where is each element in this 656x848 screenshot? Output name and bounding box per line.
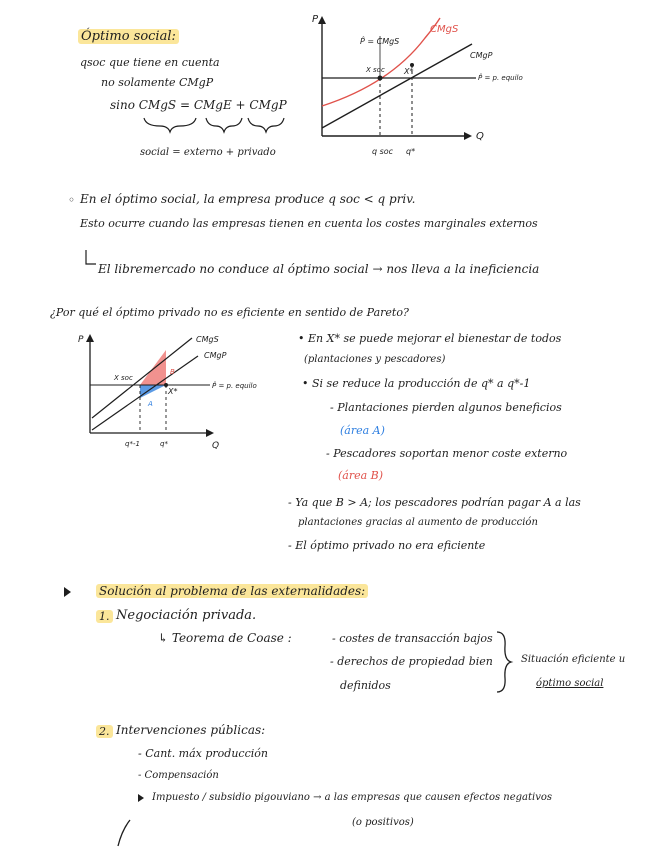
- policy-2: - Compensación: [138, 770, 219, 781]
- section3-c1: - Ya que B > A; los pescadores podrían pagar A a las: [288, 496, 581, 509]
- section3-c1-cont: plantaciones gracias al aumento de producción: [298, 517, 538, 528]
- cmgs-curve: [322, 18, 440, 106]
- cmgp-curve: [322, 44, 472, 128]
- area-a-label: A: [148, 400, 153, 408]
- section4-item2: Intervenciones públicas:: [116, 723, 266, 737]
- graph-social-optimum: [300, 8, 523, 168]
- price-label: P̂ = p. equilo: [478, 74, 523, 82]
- q-axis-arrow: [464, 132, 472, 140]
- section3-d1-area: (área A): [340, 424, 385, 437]
- cmgp-label: CMgP: [470, 51, 493, 60]
- cut-off-stroke: [116, 818, 136, 848]
- graph-pareto: [70, 328, 290, 453]
- p-axis-arrow: [318, 16, 326, 24]
- cmgp-label: CMgP: [204, 351, 227, 360]
- section4-item1: Negociación privada.: [116, 608, 257, 623]
- xsoc-label: X soc: [114, 374, 133, 382]
- area-b-fill: [140, 350, 166, 385]
- xsoc-label: X soc: [366, 66, 385, 74]
- qsoc-tick: q soc: [372, 147, 394, 156]
- cmgp-curve: [92, 356, 198, 430]
- coase-result: Situación eficiente u: [521, 654, 626, 665]
- section3-d2: - Pescadores soportan menor coste externo: [326, 447, 568, 460]
- xsoc-point: [378, 76, 383, 81]
- p-axis-arrow: [86, 334, 94, 342]
- section1-title: Óptimo social:: [78, 30, 179, 43]
- section2-bullet1-cont: Esto ocurre cuando las empresas tienen en cuenta los costes marginales externos: [80, 217, 538, 230]
- down-right-arrow-icon: [84, 250, 98, 268]
- axis-q-label: Q: [212, 441, 220, 451]
- price-label: P̂ = p. equilo: [212, 382, 257, 390]
- braces-under-formula: [140, 116, 290, 138]
- q1-tick: q*-1: [125, 440, 140, 448]
- section2-bullet1: En el óptimo social, la empresa produce q soc < q priv.: [80, 192, 416, 206]
- section4-arrow-bullet-icon: [64, 587, 71, 597]
- axis-q-label: Q: [476, 131, 484, 142]
- cmgs-curve: [92, 338, 192, 418]
- section3-d2-area: (área B): [338, 469, 384, 482]
- coase-result-2: óptimo social: [536, 678, 604, 689]
- coase-theorem: ↳ Teorema de Coase :: [158, 631, 292, 645]
- section3-question: ¿Por qué el óptimo privado no es eficiente en sentido de Pareto?: [50, 306, 409, 319]
- coase-condition-b: - derechos de propiedad bien: [330, 655, 493, 668]
- axis-p-label: P: [312, 14, 319, 25]
- right-brace: [494, 630, 514, 694]
- xstar-label: X*: [404, 67, 414, 76]
- section2-arrow-line: El libremercado no conduce al óptimo social → nos lleva a la ineficiencia: [98, 262, 540, 276]
- section3-b1-cont: (plantaciones y pescadores): [304, 354, 446, 365]
- section1-line2: no solamente CMgP: [101, 76, 214, 89]
- section3-d1: - Plantaciones pierden algunos beneficios: [330, 401, 562, 414]
- coase-condition-a: - costes de transacción bajos: [332, 632, 493, 645]
- cmgs-label: CMgS: [196, 335, 219, 344]
- section3-b2: • Si se reduce la producción de q* a q*-1: [302, 377, 531, 390]
- area-b-label: B: [170, 368, 175, 376]
- qstar-tick: q*: [406, 147, 416, 156]
- bullet-circle: ◦: [68, 193, 76, 207]
- qstar-tick: q*: [160, 440, 168, 448]
- axis-p-label: P: [78, 335, 84, 345]
- coase-condition-b2: definidos: [340, 679, 391, 692]
- section1-line3: sino CMgS = CMgE + CMgP: [110, 98, 287, 112]
- section4-num1: 1.: [96, 611, 113, 622]
- section1-line1: qsoc que tiene en cuenta: [80, 56, 220, 69]
- q-axis-arrow: [206, 429, 214, 437]
- policy-3-arrow-icon: [138, 794, 144, 802]
- section4-num2: 2.: [96, 726, 113, 737]
- p-cmgs-label: P̂ = CMgS: [360, 37, 400, 46]
- cmgs-label: CMgS: [430, 24, 459, 35]
- policy-3: Impuesto / subsidio pigouviano → a las empresas que causen efectos negativos: [152, 792, 553, 803]
- policy-3-cont: (o positivos): [352, 817, 414, 828]
- xstar-label: X*: [168, 387, 178, 396]
- section3-c2: - El óptimo privado no era eficiente: [288, 539, 486, 552]
- section1-line4: social = externo + privado: [140, 147, 276, 158]
- section3-b1: • En X* se puede mejorar el bienestar de todos: [298, 332, 562, 345]
- section4-title: Solución al problema de las externalidades:: [96, 585, 368, 597]
- policy-1: - Cant. máx producción: [138, 747, 268, 760]
